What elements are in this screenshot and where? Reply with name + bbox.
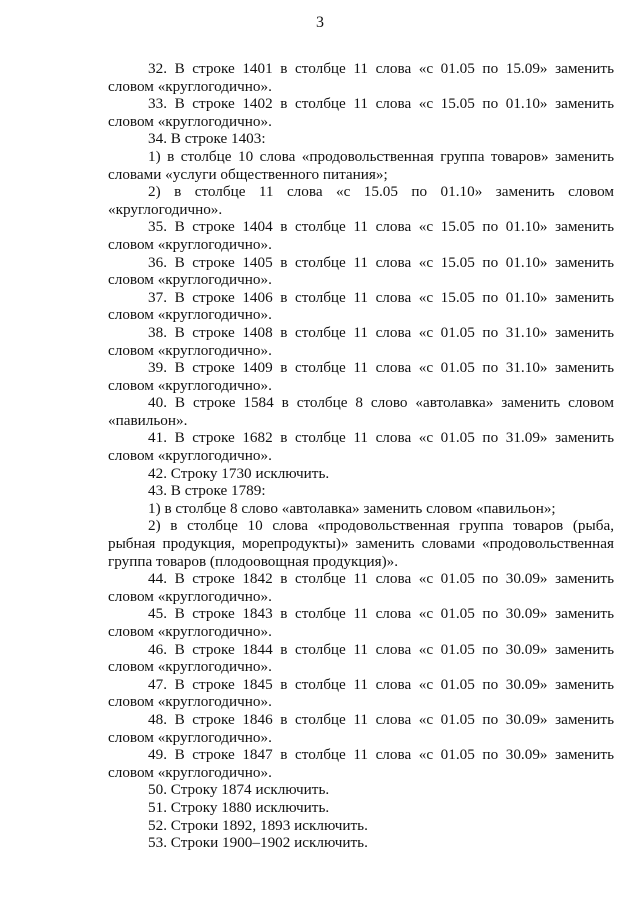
paragraph-item-51: 51. Строку 1880 исключить.: [148, 798, 330, 816]
paragraph-subitem-34-2: 2) в столбце 11 слова «с 15.05 по 01.10» заменить словом «круглогодично».: [108, 183, 614, 218]
paragraph-item-32: 32. В строке 1401 в столбце 11 слова «с 01.05 по 15.09» заменить словом «круглогодично».: [108, 60, 614, 95]
document-body: [108, 60, 614, 852]
paragraph-item-40: 40. В строке 1584 в столбце 8 слово «автолавка» заменить словом «павильон».: [108, 394, 614, 429]
paragraph-item-34: 34. В строке 1403:: [148, 130, 266, 148]
paragraph-item-52: 52. Строки 1892, 1893 исключить.: [148, 816, 368, 834]
paragraph-item-37: 37. В строке 1406 в столбце 11 слова «с 15.05 по 01.10» заменить словом «круглогодично».: [108, 288, 614, 324]
paragraph-item-44: 44. В строке 1842 в столбце 11 слова «с 01.05 по 30.09» заменить словом «круглогодично».: [108, 570, 614, 605]
paragraph-item-35: 35. В строке 1404 в столбце 11 слова «с 15.05 по 01.10» заменить словом «круглогодично».: [108, 218, 614, 253]
paragraph-item-49: 49. В строке 1847 в столбце 11 слова «с 01.05 по 30.09» заменить словом «круглогодично».: [108, 746, 614, 781]
paragraph-item-39: 39. В строке 1409 в столбце 11 слова «с 01.05 по 31.10» заменить словом «круглогодично».: [108, 359, 614, 394]
paragraph-subitem-34-1: 1) в столбце 10 слова «продовольственная группа товаров» заменить словами «услуги общественного питания»;: [108, 147, 614, 183]
paragraph-subitem-43-2: 2) в столбце 10 слова «продовольственная группа товаров (рыба, рыбная продукция, морепродукты)» заменить словами «продовольственная группа товаров (плодоовощная продукция)».: [108, 517, 614, 570]
paragraph-item-41: 41. В строке 1682 в столбце 11 слова «с 01.05 по 31.09» заменить словом «круглогодично».: [108, 429, 614, 465]
paragraph-item-47: 47. В строке 1845 в столбце 11 слова «с 01.05 по 30.09» заменить словом «круглогодично».: [108, 675, 614, 711]
paragraph-item-38: 38. В строке 1408 в столбце 11 слова «с 01.05 по 31.10» заменить словом «круглогодично».: [108, 323, 614, 359]
paragraph-item-33: 33. В строке 1402 в столбце 11 слова «с 15.05 по 01.10» заменить словом «круглогодично».: [108, 95, 614, 130]
page-number: 3: [316, 14, 324, 31]
paragraph-item-45: 45. В строке 1843 в столбце 11 слова «с 01.05 по 30.09» заменить словом «круглогодично».: [108, 605, 614, 640]
paragraph-item-53: 53. Строки 1900–1902 исключить.: [148, 834, 368, 852]
paragraph-item-46: 46. В строке 1844 в столбце 11 слова «с 01.05 по 30.09» заменить словом «круглогодично».: [108, 640, 614, 676]
paragraph-subitem-43-1: 1) в столбце 8 слово «автолавка» заменить словом «павильон»;: [148, 499, 556, 517]
paragraph-item-36: 36. В строке 1405 в столбце 11 слова «с 15.05 по 01.10» заменить словом «круглогодично».: [108, 253, 614, 289]
paragraph-item-43: 43. В строке 1789:: [148, 482, 266, 500]
paragraph-item-50: 50. Строку 1874 исключить.: [148, 781, 330, 799]
paragraph-item-48: 48. В строке 1846 в столбце 11 слова «с 01.05 по 30.09» заменить словом «круглогодично».: [108, 710, 614, 746]
paragraph-item-42: 42. Строку 1730 исключить.: [148, 464, 330, 482]
